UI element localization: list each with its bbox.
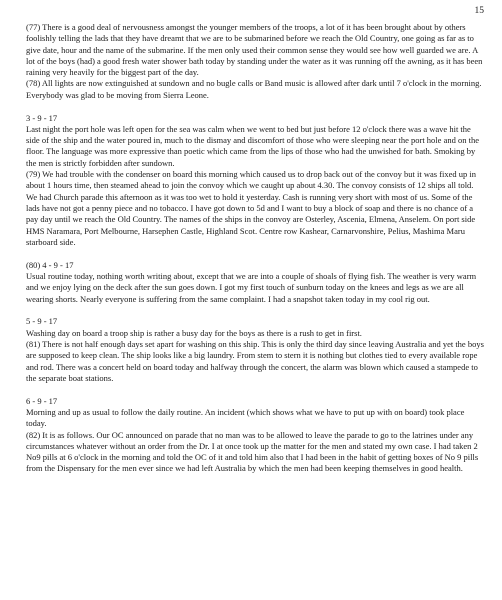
diary-entry-5 [26,396,484,475]
diary-entry-1 [26,22,484,101]
diary-entry-4 [26,316,484,384]
entry-date: 6 - 9 - 17 [26,395,58,406]
entry-paragraph: (78) All lights are now extinguished at sundown and no bugle calls or Band music is allowed after dark until 7 o'clock in the morning. Everybody was glad to be moving from Sierra Leone. [26,78,482,100]
entry-paragraph: Usual routine today, nothing worth writing about, except that we are into a couple of shoals of flying fish. The weather is very warm and we enjoy lying on the deck after the sun goes down. I got my first touch of sunburn today on the knees and legs as we are all wearing shorts. Nearly everyone is suffering from the same complaint. I had a snapshot taken today in my cool rig out. [26,270,477,304]
entry-date: (80) 4 - 9 - 17 [26,259,74,270]
entry-paragraph: Washing day on board a troop ship is rather a busy day for the boys as there is a rush to get in first. [26,327,362,338]
entry-date: 3 - 9 - 17 [26,112,58,123]
diary-entry-2 [26,113,484,249]
entry-paragraph: Morning and up as usual to follow the daily routine. An incident (which shows what we have to put up with on board) took place today. [26,406,465,429]
entry-paragraph: Last night the port hole was left open for the sea was calm when we went to bed but just before 12 o'clock there was a wave hit the side of the ship and the water poured in, much to the dismay and discomfort of those who were sleeping near the port hole and on the floor. The language was more expressive than poetic which came from the lips of those who had the unwished for bath. Smoking by the men is strictly forbidden after sundown. [26,123,479,168]
entry-paragraph: (82) It is as follows. Our OC announced on parade that no man was to be allowed to leave the parade to go to the latrines under any circumstances whatever without an order from the Dr. I at once took up the matter for the men and stated my own case. I had taken 2 No9 pills at 6 o'clock in the morning and told the OC of it and told him also that I had been in the habit of getting boxes of No 9 pills from the Dispensary for the men ever since we had left Australia by which the men had been keeping themselves in good health. [26,429,479,474]
page-number: 15 [474,6,484,16]
entry-date: 5 - 9 - 17 [26,316,58,327]
entry-paragraph: (81) There is not half enough days set apart for washing on this ship. This is only the third day since leaving Australia and yet the boys are supposed to keep clean. The ship looks like a big laundry. From stem to stern it is nothing but clothes tied to every available rope and rod. There was a concert held on board today and halfway through the concert, the alarm was blown which caused a stampede to the separate boat stations. [26,338,484,383]
diary-entry-3 [26,260,484,305]
entry-paragraph: (77) There is a good deal of nervousness amongst the younger members of the troops, a lot of it has been brought about by others foolishly telling the lads that they have dreamt that we are to be submarined before we reach the Old Country, one going as far as to give date, hour and the name of the submarine. If the men only used their common sense they would see how well guarded we are. A lot of the boys (had) a good fresh water shower bath today by standing under the water as it was running off the awning, as it has been raining very heavily for the biggest part of the day. [26,22,483,78]
entry-paragraph: (79) We had trouble with the condenser on board this morning which caused us to drop back out of the convoy but it was fixed up in about 1 hours time, then steamed ahead to join the convoy which we caught up about 4.30. The convoy consists of 12 ships all told. We had Church parade this afternoon as it was too wet to hold it yesterday. Cash is running very short with most of us. Some of the lads have not got a penny piece and no tobacco. I have got down to 5d and I want to buy a block of soap and there is no chance of a pay day until we reach the Old Country. The names of the ships in the convoy are Osterley, Ascenia, Elmena, Anselem. On port side HMS Naramara, Port Melbourne, Harsephen Castle, Highland Scot. Centre row Kashear, Carnarvonshire, Pelius, Mashima Maru starboard side. [26,169,477,247]
